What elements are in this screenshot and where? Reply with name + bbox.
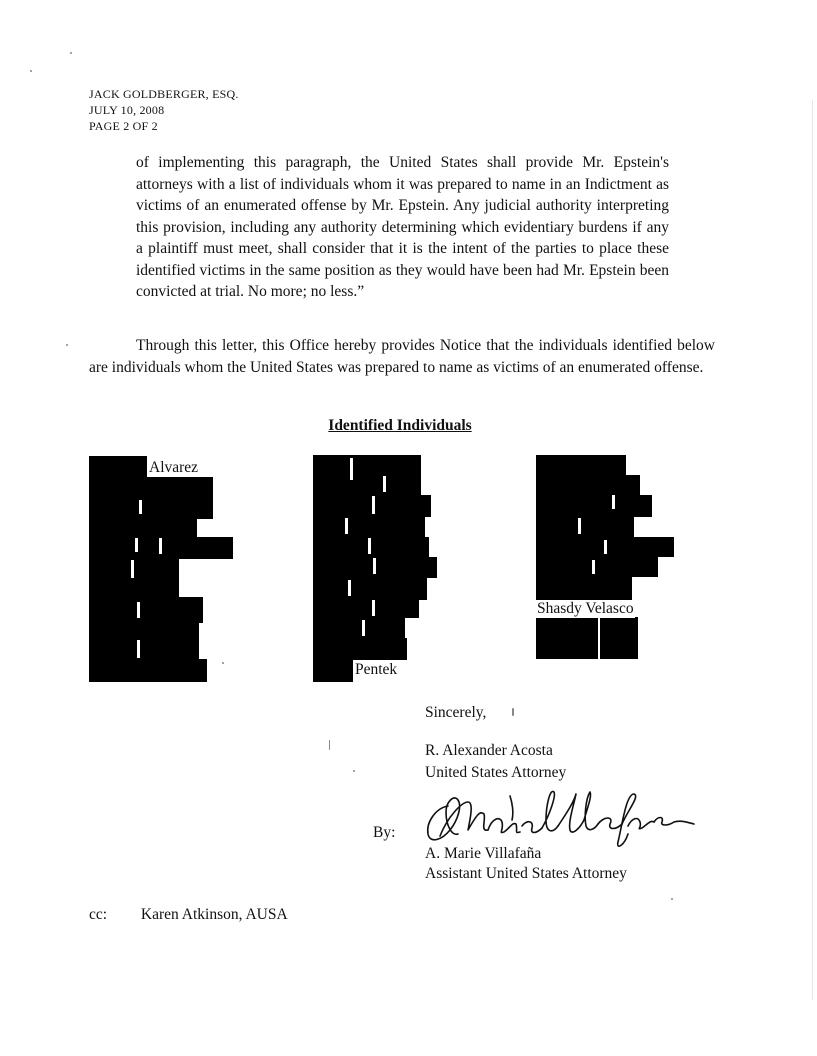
redaction-block xyxy=(353,600,419,618)
redaction-block xyxy=(536,455,592,600)
cc-label: cc: xyxy=(89,906,108,923)
scan-speck xyxy=(30,70,32,72)
redaction-block xyxy=(147,477,213,519)
redaction-block xyxy=(592,495,652,517)
redaction-block xyxy=(147,623,199,659)
redaction-block xyxy=(592,557,658,577)
redaction-block xyxy=(353,495,431,517)
scan-speck xyxy=(222,662,224,664)
redaction-block xyxy=(353,455,421,495)
visible-name-velasco: Shasdy Velasco xyxy=(537,600,634,617)
redaction-block xyxy=(592,475,640,495)
section-title: Identified Individuals xyxy=(328,417,472,434)
scan-speck xyxy=(329,740,330,750)
scan-edge-line xyxy=(812,100,813,1000)
redaction-block xyxy=(147,519,197,537)
cc-recipient: Karen Atkinson, AUSA xyxy=(140,906,288,923)
scan-speck xyxy=(353,770,355,772)
closing-title: United States Attorney xyxy=(425,764,567,781)
redaction-block xyxy=(353,638,407,660)
scan-speck xyxy=(671,898,673,900)
letter-header xyxy=(89,86,239,134)
redaction-block xyxy=(600,617,638,659)
scan-speck xyxy=(70,52,72,54)
redaction-block xyxy=(592,577,632,600)
redaction-block xyxy=(353,578,427,600)
visible-name-alvarez: Alvarez xyxy=(149,459,199,476)
signer-title: Assistant United States Attorney xyxy=(425,865,627,882)
redaction-block xyxy=(353,618,405,638)
visible-name-pentek: Pentek xyxy=(355,661,398,678)
scan-speck xyxy=(66,344,68,346)
signer-name: A. Marie Villafaña xyxy=(425,845,542,862)
redaction-block xyxy=(313,455,353,682)
quoted-paragraph: of implementing this paragraph, the United States shall provide Mr. Epstein's attorneys with a list of individuals whom it was prepared to name in an Indictment as victims of an enumerated offense by Mr. Epstein. Any judicial authority interpreting this provision, including any authority determining which evidentiary burdens if any a plaintiff must meet, shall consider that it is the intent of the parties to place these identified victims in the same position as they would have been had Mr. Epstein been convicted at trial. No more; no less.” xyxy=(136,154,669,300)
closing-name: R. Alexander Acosta xyxy=(425,742,553,759)
header-page-number: PAGE 2 OF 2 xyxy=(89,119,158,133)
cc-line xyxy=(89,906,288,924)
redaction-block xyxy=(353,517,425,537)
redaction-block xyxy=(145,659,207,682)
notice-paragraph: Through this letter, this Office hereby provides Notice that the individuals identified below are individuals whom the United States was prepared to name as victims of an enumerated offense. xyxy=(89,337,715,376)
header-date: JULY 10, 2008 xyxy=(89,103,165,117)
redaction-block xyxy=(147,597,203,623)
header-recipient: JACK GOLDBERGER, ESQ. xyxy=(89,87,239,101)
redaction-block xyxy=(536,617,598,659)
closing-sincerely: Sincerely, xyxy=(425,704,487,721)
redaction-block xyxy=(353,557,437,578)
redaction-block xyxy=(147,559,179,597)
redaction-block xyxy=(592,517,634,537)
redaction-block xyxy=(592,455,626,475)
scan-speck xyxy=(512,708,514,716)
redaction-block xyxy=(353,537,429,557)
by-label: By: xyxy=(373,824,396,841)
